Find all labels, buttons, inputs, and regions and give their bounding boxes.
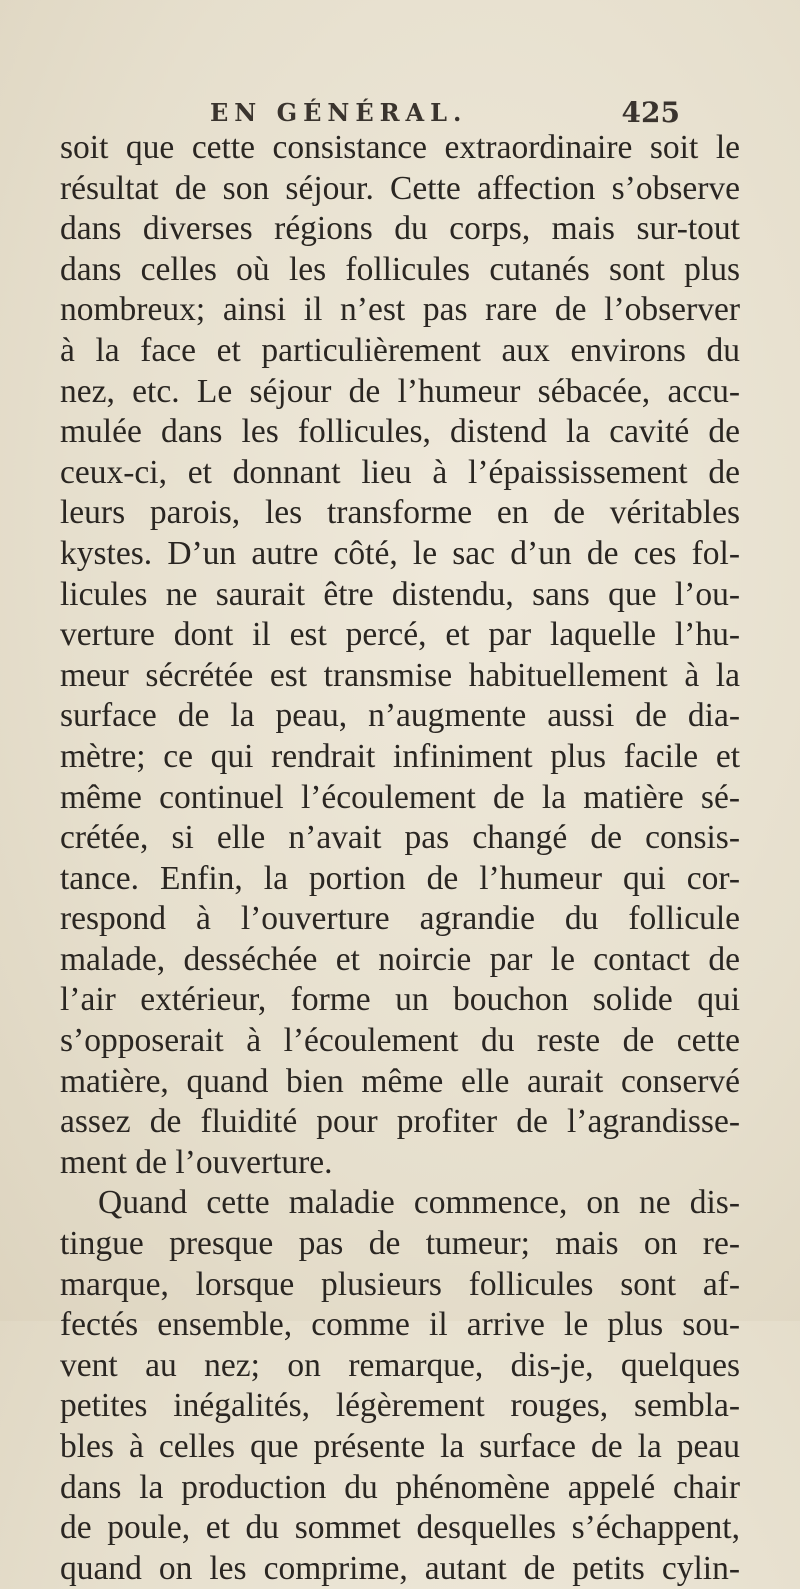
text-line: assez de fluidité pour profiter de l’agrandisse- bbox=[60, 1103, 740, 1141]
text-line: résultat de son séjour. Cette affection s’observe bbox=[60, 169, 740, 207]
text-line: même continuel l’écoulement de la matière sé- bbox=[60, 778, 740, 816]
text-line: surface de la peau, n’augmente aussi de dia- bbox=[60, 697, 740, 735]
text-line: crétée, si elle n’avait pas changé de consis- bbox=[60, 819, 740, 857]
text-line: vent au nez; on remarque, dis-je, quelques bbox=[60, 1346, 740, 1384]
text-line: soit que cette consistance extraordinaire soit le bbox=[60, 129, 740, 166]
text-line: tance. Enfin, la portion de l’humeur qui cor- bbox=[60, 859, 740, 897]
text-line: à la face et particulièrement aux environs du bbox=[60, 331, 740, 369]
text-line: leurs parois, les transforme en de véritables bbox=[60, 494, 740, 532]
text-line: ment de l’ouverture. bbox=[60, 1143, 333, 1181]
text-line: quand on les comprime, autant de petits cylin- bbox=[60, 1549, 740, 1587]
text-line: mètre; ce qui rendrait infiniment plus facile et bbox=[60, 737, 740, 775]
text-line: Quand cette maladie commence, on ne dis- bbox=[98, 1184, 740, 1222]
text-line: fectés ensemble, comme il arrive le plus sou- bbox=[60, 1306, 740, 1344]
text-line: malade, desséchée et noircie par le contact de bbox=[60, 940, 740, 978]
text-line: marque, lorsque plusieurs follicules sont af- bbox=[60, 1265, 740, 1303]
text-line: matière, quand bien même elle aurait conservé bbox=[60, 1062, 740, 1100]
text-line: ceux-ci, et donnant lieu à l’épaississement de bbox=[60, 453, 740, 491]
text-line: bles à celles que présente la surface de la peau bbox=[60, 1428, 740, 1465]
text-line: dans la production du phénomène appelé chair bbox=[60, 1468, 740, 1506]
text-line: s’opposerait à l’écoulement du reste de cette bbox=[60, 1022, 740, 1060]
text-line: verture dont il est percé, et par laquelle l’hu- bbox=[60, 616, 740, 654]
text-line: dans celles où les follicules cutanés sont plus bbox=[60, 250, 740, 288]
text-line: licules ne saurait être distendu, sans que l’ou- bbox=[60, 575, 740, 613]
text-line: tingue presque pas de tumeur; mais on re- bbox=[60, 1225, 740, 1263]
text-line: dans diverses régions du corps, mais sur-tout bbox=[60, 210, 740, 248]
text-line: nez, etc. Le séjour de l’humeur sébacée, accu- bbox=[60, 372, 740, 410]
text-line: kystes. D’un autre côté, le sac d’un de ces fol- bbox=[60, 534, 740, 572]
text-line: petites inégalités, légèrement rouges, sembla- bbox=[60, 1387, 740, 1425]
body-text bbox=[60, 128, 750, 1589]
text-line: meur sécrétée est transmise habituellement à la bbox=[60, 656, 740, 694]
text-line: mulée dans les follicules, distend la cavité de bbox=[60, 413, 740, 451]
text-line: de poule, et du sommet desquelles s’échappent, bbox=[60, 1509, 740, 1547]
running-title: EN GÉNÉRAL. bbox=[210, 98, 468, 127]
text-line: nombreux; ainsi il n’est pas rare de l’observer bbox=[60, 291, 740, 329]
text-line: respond à l’ouverture agrandie du follicule bbox=[60, 900, 740, 938]
text-line: l’air extérieur, forme un bouchon solide qui bbox=[60, 981, 740, 1019]
page-number: 425 bbox=[621, 96, 680, 129]
